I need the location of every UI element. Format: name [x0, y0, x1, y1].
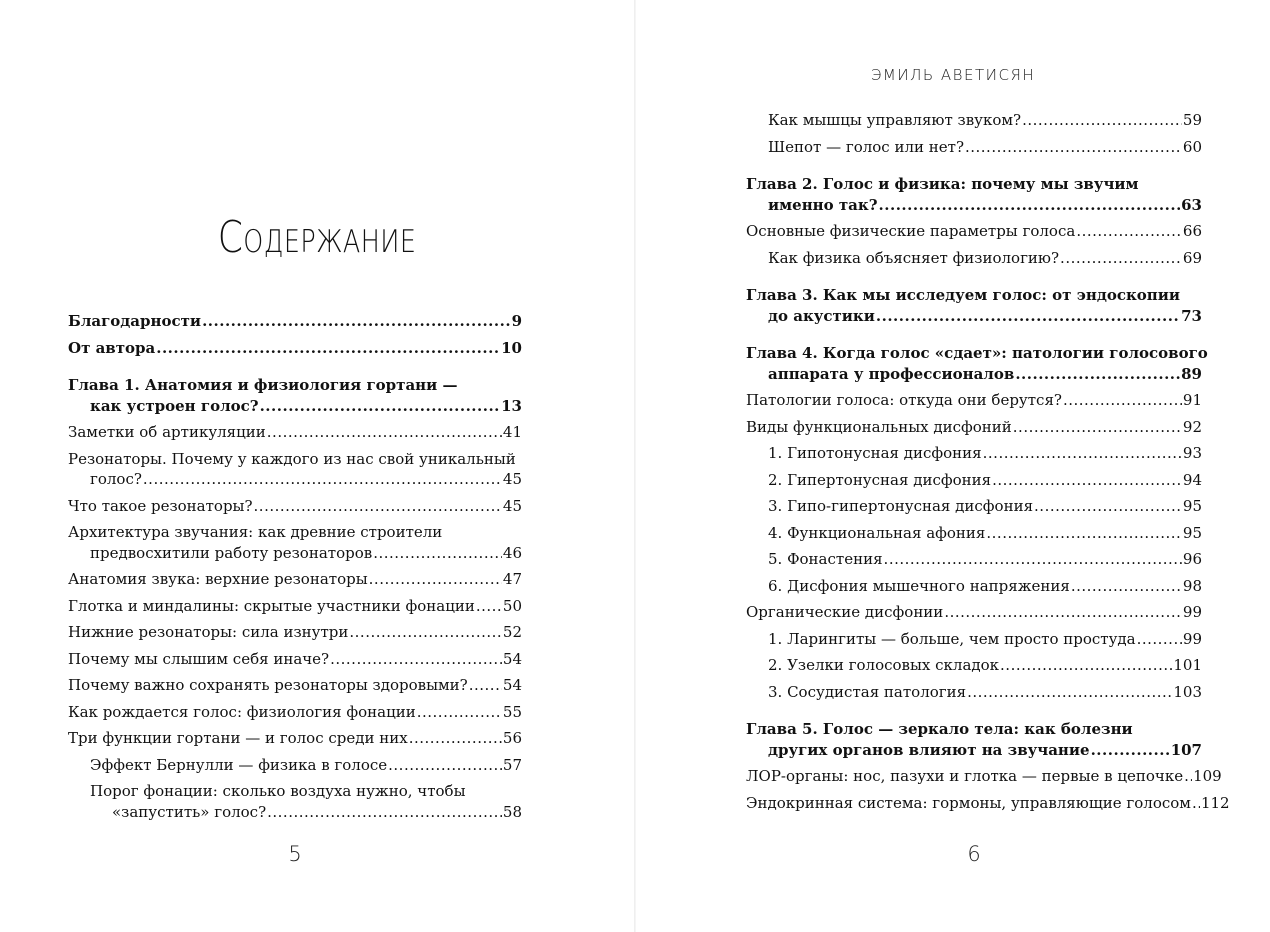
toc-entry-page: 10 — [501, 338, 522, 357]
dot-leader — [884, 549, 1182, 570]
dot-leader — [388, 755, 502, 776]
dot-leader — [1000, 655, 1172, 676]
dot-leader — [260, 396, 501, 417]
toc-subentry[interactable] — [746, 549, 1202, 570]
toc-entry-page: 50 — [502, 596, 522, 615]
toc-chapter-entry[interactable] — [746, 719, 1202, 760]
toc-subentry[interactable] — [746, 682, 1202, 703]
toc-entry-title: Глотка и миндалины: скрытые участники фонации — [68, 596, 475, 615]
toc-entry-page: 47 — [502, 570, 522, 588]
dot-leader — [330, 649, 502, 670]
toc-entry-title: Виды функциональных дисфоний — [746, 417, 1012, 436]
page-number: 5 — [288, 842, 302, 866]
toc-entry-title-line1: Глава 5. Голос — зеркало тела: как болезни — [746, 720, 1133, 738]
toc-entry-title: От автора — [68, 338, 156, 357]
dot-leader — [267, 802, 502, 823]
toc-entry-page: 58 — [502, 802, 522, 821]
toc-entry-title: Анатомия звука: верхние резонаторы — [68, 570, 368, 588]
toc-entry-title: 4. Функциональная афония — [768, 523, 986, 542]
toc-entry-page: 59 — [1182, 111, 1202, 129]
toc-entry-title: Эффект Бернулли — физика в голосе — [90, 755, 388, 774]
dot-leader — [373, 543, 502, 564]
toc-entry-title-line2: других органов влияют на звучание — [768, 740, 1090, 759]
dot-leader — [1091, 740, 1170, 761]
toc-entry-title: Как физика объясняет физиологию? — [768, 248, 1060, 267]
toc-subentry[interactable] — [746, 655, 1202, 676]
dot-leader — [1184, 766, 1192, 787]
toc-entry-page: 99 — [1182, 629, 1202, 648]
toc-entry-page: 95 — [1182, 497, 1202, 515]
toc-entry[interactable] — [68, 522, 522, 563]
toc-entry-page: 45 — [502, 470, 522, 488]
toc-entry-title: Патологии голоса: откуда они берутся? — [746, 391, 1062, 409]
toc-subentry[interactable] — [746, 248, 1202, 269]
toc-subentry[interactable] — [68, 755, 522, 776]
dot-leader — [143, 469, 502, 490]
dot-leader — [986, 523, 1182, 544]
toc-subentry[interactable] — [746, 110, 1202, 131]
toc-entry-page: 99 — [1182, 603, 1202, 621]
toc-entry-page: 54 — [502, 649, 522, 668]
toc-entry[interactable] — [68, 311, 522, 332]
dot-leader — [983, 443, 1182, 464]
toc-entry-title: Почему важно сохранять резонаторы здоровыми? — [68, 676, 468, 694]
toc-entry[interactable] — [68, 496, 522, 517]
toc-entry-page: 56 — [502, 729, 522, 747]
toc-entry-page: 101 — [1173, 656, 1202, 674]
toc-subentry[interactable] — [746, 137, 1202, 158]
toc-entry-title: Шепот — голос или нет? — [768, 137, 964, 156]
dot-leader — [476, 596, 502, 617]
toc-entry-title-line1: Порог фонации: сколько воздуха нужно, чтобы — [90, 782, 466, 800]
toc-entry-title-line1: Глава 4. Когда голос «сдает»: патологии голосового — [746, 344, 1208, 362]
toc-entry-title-line1: Архитектура звучания: как древние строители — [68, 523, 443, 541]
toc-entry-page: 91 — [1182, 391, 1202, 409]
dot-leader — [267, 422, 502, 443]
toc-entry-title-line1: Глава 3. Как мы исследуем голос: от эндоскопии — [746, 286, 1181, 304]
dot-leader — [967, 682, 1172, 703]
toc-subentry[interactable] — [746, 523, 1202, 544]
toc-entry[interactable] — [746, 390, 1202, 411]
dot-leader — [1192, 793, 1200, 814]
toc-entry-title-line1: Резонаторы. Почему у каждого из нас свой уникальный — [68, 449, 516, 468]
toc-entry[interactable] — [746, 221, 1202, 242]
toc-entry-title: Органические дисфонии — [746, 603, 944, 621]
toc-entry[interactable] — [746, 793, 1230, 814]
toc-entry-page: 98 — [1182, 576, 1202, 595]
toc-subentry[interactable] — [746, 576, 1202, 597]
dot-leader — [156, 338, 500, 359]
dot-leader — [469, 675, 502, 696]
dot-leader — [202, 311, 511, 332]
dot-leader — [876, 306, 1180, 327]
dot-leader — [1137, 629, 1182, 650]
toc-entry-title: ЛОР-органы: нос, пазухи и глотка — первые в цепочке — [746, 767, 1184, 785]
toc-entry-page: 54 — [502, 676, 522, 694]
toc-entry-page: 89 — [1181, 364, 1202, 383]
toc-entry-title: Основные физические параметры голоса — [746, 222, 1076, 240]
toc-entry-page: 69 — [1182, 248, 1202, 267]
toc-entry[interactable] — [68, 675, 522, 696]
dot-leader — [1071, 576, 1182, 597]
toc-entry-title: Как рождается голос: физиология фонации — [68, 702, 416, 721]
toc-entry-page: 57 — [502, 755, 522, 774]
toc-entry-title: 3. Сосудистая патология — [768, 682, 967, 701]
toc-entry-page: 46 — [502, 543, 522, 562]
toc-subentry[interactable] — [68, 781, 522, 822]
toc-entry-title-line2: предвосхитили работу резонаторов — [90, 543, 373, 562]
toc-entry-page: 94 — [1182, 470, 1202, 489]
toc-entry-title: Нижние резонаторы: сила изнутри — [68, 623, 349, 641]
toc-entry-page: 63 — [1181, 195, 1202, 214]
toc-entry[interactable] — [746, 602, 1202, 623]
toc-entry[interactable] — [68, 596, 522, 617]
dot-leader — [992, 470, 1182, 491]
toc-entry-title: 2. Гипертонусная дисфония — [768, 470, 992, 489]
toc-entry-title-line2: до акустики — [768, 306, 875, 325]
toc-chapter-entry[interactable] — [746, 343, 1208, 384]
toc-subentry[interactable] — [746, 496, 1202, 517]
toc-entry-title: 1. Ларингиты — больше, чем просто простуда — [768, 629, 1136, 648]
dot-leader — [1076, 221, 1182, 242]
toc-entry[interactable] — [68, 622, 522, 643]
left-page — [0, 0, 634, 932]
toc-entry-title: Как мышцы управляют звуком? — [768, 111, 1022, 129]
toc-entry-title-line2: как устроен голос? — [90, 396, 259, 415]
dot-leader — [944, 602, 1182, 623]
toc-entry-title: 2. Узелки голосовых складок — [768, 656, 1000, 674]
dot-leader — [369, 569, 502, 590]
table-of-contents-right — [746, 110, 1230, 813]
dot-leader — [1063, 390, 1182, 411]
dot-leader — [1034, 496, 1182, 517]
toc-entry-title-line1: Глава 1. Анатомия и физиология гортани — — [68, 376, 458, 394]
toc-entry-title: 6. Дисфония мышечного напряжения — [768, 576, 1070, 595]
toc-entry-page: 103 — [1173, 682, 1202, 701]
toc-entry-title-line2: голос? — [90, 470, 142, 488]
toc-entry-title: 1. Гипотонусная дисфония — [768, 444, 982, 462]
toc-entry-page: 96 — [1182, 550, 1202, 568]
toc-chapter-entry[interactable] — [746, 285, 1202, 326]
dot-leader — [409, 728, 502, 749]
toc-entry[interactable] — [68, 449, 522, 490]
page-number: 6 — [967, 842, 981, 866]
toc-entry-page: 112 — [1200, 793, 1230, 812]
toc-entry-page: 52 — [502, 623, 522, 641]
toc-entry-title: 5. Фонастения — [768, 550, 883, 568]
toc-entry-page: 41 — [502, 423, 522, 441]
toc-entry-page: 93 — [1182, 444, 1202, 462]
toc-subentry[interactable] — [746, 629, 1202, 650]
toc-entry-title: 3. Гипо-гипертонусная дисфония — [768, 497, 1034, 515]
toc-entry[interactable] — [68, 422, 522, 443]
toc-entry-page: 13 — [501, 396, 522, 415]
toc-entry[interactable] — [746, 417, 1202, 438]
dot-leader — [1013, 417, 1182, 438]
toc-entry-page: 45 — [502, 496, 522, 515]
dot-leader — [254, 496, 502, 517]
toc-entry-page: 92 — [1182, 417, 1202, 436]
toc-entry-page: 60 — [1182, 137, 1202, 156]
running-head-text: ЭМИЛЬ АВЕТИСЯН — [870, 66, 1036, 84]
toc-subentry[interactable] — [746, 443, 1202, 464]
toc-entry[interactable] — [68, 702, 522, 723]
toc-entry[interactable] — [68, 338, 522, 359]
toc-entry-page: 73 — [1181, 306, 1202, 325]
toc-entry[interactable] — [68, 569, 522, 590]
running-head-author — [636, 66, 1270, 84]
dot-leader — [965, 137, 1182, 158]
toc-chapter-entry[interactable] — [68, 375, 522, 416]
toc-entry-page: 95 — [1182, 523, 1202, 542]
toc-entry-title: Почему мы слышим себя иначе? — [68, 649, 330, 668]
toc-entry-page: 66 — [1182, 222, 1202, 240]
toc-entry-title: Что такое резонаторы? — [68, 496, 253, 515]
dot-leader — [417, 702, 502, 723]
toc-entry-page: 9 — [511, 312, 522, 330]
toc-entry-title-line2: именно так? — [768, 195, 878, 214]
toc-entry[interactable] — [68, 649, 522, 670]
toc-entry-title-line2: «запустить» голос? — [112, 802, 267, 821]
toc-entry[interactable] — [746, 766, 1222, 787]
toc-entry-page: 109 — [1193, 767, 1222, 785]
toc-subentry[interactable] — [746, 470, 1202, 491]
dot-leader — [1022, 110, 1182, 131]
toc-entry-title: Благодарности — [68, 312, 202, 330]
toc-entry-title: Три функции гортани — и голос среди них — [68, 729, 408, 747]
page-title: Содержание — [217, 212, 417, 263]
toc-entry-page: 107 — [1170, 740, 1202, 759]
table-of-contents-left — [68, 311, 522, 822]
toc-chapter-entry[interactable] — [746, 174, 1202, 215]
dot-leader — [349, 622, 502, 643]
toc-entry-title-line2: аппарата у профессионалов — [768, 364, 1015, 383]
toc-entry-title: Эндокринная система: гормоны, управляющие голосом — [746, 793, 1191, 812]
toc-entry-title: Заметки об артикуляции — [68, 423, 266, 441]
toc-entry-page: 55 — [502, 702, 522, 721]
dot-leader — [879, 195, 1181, 216]
dot-leader — [1015, 364, 1180, 385]
toc-entry-title-line1: Глава 2. Голос и физика: почему мы звучим — [746, 175, 1139, 193]
toc-entry[interactable] — [68, 728, 522, 749]
dot-leader — [1060, 248, 1182, 269]
